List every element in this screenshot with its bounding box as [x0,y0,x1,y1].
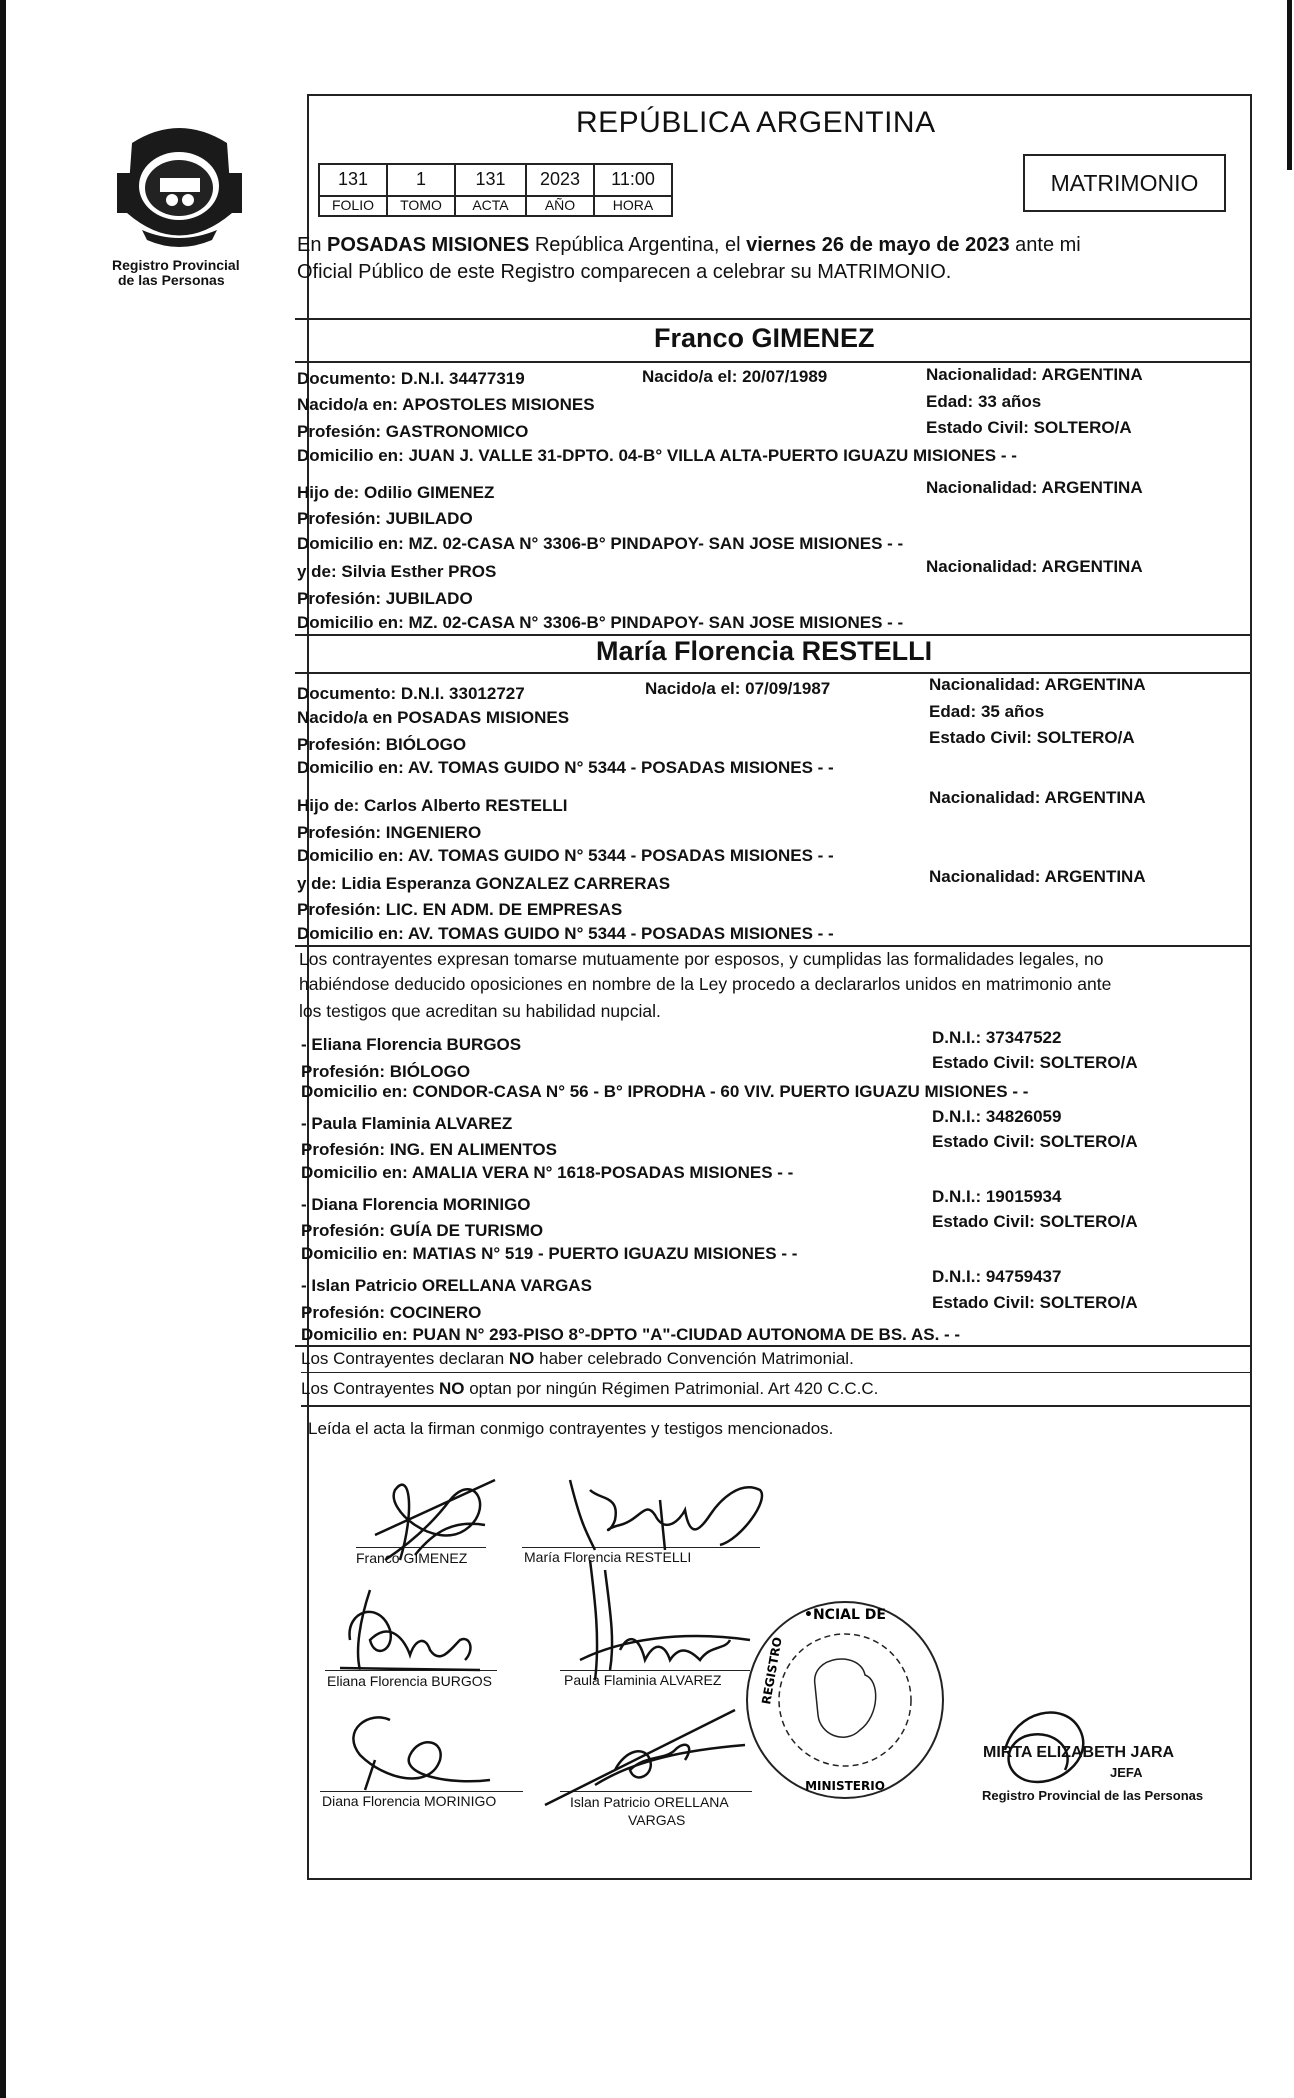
intro-place: POSADAS MISIONES [327,234,530,256]
spouse1-domicilio: Domicilio en: JUAN J. VALLE 31-DPTO. 04-B° VILLA ALTA-PUERTO IGUAZU MISIONES - - [297,446,1017,465]
witness-4-estado-civil: Estado Civil: SOLTERO/A [932,1293,1138,1312]
spouse1-mother-nacionalidad: Nacionalidad: ARGENTINA [926,557,1143,576]
witness-1-estado-civil: Estado Civil: SOLTERO/A [932,1053,1138,1072]
spouse2-mother-profesion: Profesión: LIC. EN ADM. DE EMPRESAS [297,900,623,919]
spouse2-mother-domicilio: Domicilio en: AV. TOMAS GUIDO N° 5344 - POSADAS MISIONES - - [297,924,834,943]
divider [295,361,1252,363]
divider [301,1405,1252,1407]
signature-caption-spouse1: Franco GIMENEZ [356,1550,468,1566]
hora-value: 11:00 [593,163,673,197]
witness-4-profesion: Profesión: COCINERO [301,1303,482,1322]
divider [295,1345,1252,1347]
tomo-value: 1 [386,163,456,197]
spouse1-mother-profesion: Profesión: JUBILADO [297,589,473,608]
signature-paula [560,1540,760,1690]
witness-4-name: - Islan Patricio ORELLANA VARGAS [301,1276,592,1295]
spouse2-profesion: Profesión: BIÓLOGO [297,735,467,754]
spouse1-father: Hijo de: Odilio GIMENEZ [297,483,495,502]
spouse1-nacionalidad: Nacionalidad: ARGENTINA [926,365,1143,384]
acta-label: ACTA [454,197,527,217]
signature-caption-witness3: Diana Florencia MORINIGO [322,1793,497,1809]
witness-3-profesion: Profesión: GUÍA DE TURISMO [301,1221,544,1240]
intro-date: viernes 26 de mayo de 2023 [746,234,1010,256]
official-title: JEFA [1110,1765,1143,1780]
spouse1-estado-civil: Estado Civil: SOLTERO/A [926,418,1132,437]
witness-2-domicilio: Domicilio en: AMALIA VERA N° 1618-POSADAS MISIONES - - [301,1163,794,1182]
page-title: REPÚBLICA ARGENTINA [576,106,936,139]
signature-eliana [330,1580,490,1680]
official-office: Registro Provincial de las Personas [982,1788,1204,1803]
spouse1-mother: y de: Silvia Esther PROS [297,562,497,581]
official-name: MIRTA ELIZABETH JARA [983,1744,1175,1761]
spouse2-estado-civil: Estado Civil: SOLTERO/A [929,728,1135,747]
divider [295,945,1252,947]
witness-2-estado-civil: Estado Civil: SOLTERO/A [932,1132,1138,1151]
logo-caption-line1: Registro Provincial [112,257,240,273]
declaration-line1: Los contrayentes expresan tomarse mutuamente por esposos, y cumplidas las formalidades legales, no [299,949,1104,969]
act-type-box: MATRIMONIO [1023,154,1226,212]
svg-text:REGISTRO: REGISTRO [759,1636,785,1706]
witness-1-domicilio: Domicilio en: CONDOR-CASA N° 56 - B° IPRODHA - 60 VIV. PUERTO IGUAZU MISIONES - - [301,1082,1029,1101]
spouse2-edad: Edad: 35 años [929,702,1045,721]
spouse1-father-domicilio: Domicilio en: MZ. 02-CASA N° 3306-B° PINDAPOY- SAN JOSE MISIONES - - [297,534,904,553]
witness-3-estado-civil: Estado Civil: SOLTERO/A [932,1212,1138,1231]
witness-3-dni: D.N.I.: 19015934 [932,1187,1062,1206]
spouse2-mother: y de: Lidia Esperanza GONZALEZ CARRERAS [297,874,671,893]
spouse2-father-domicilio: Domicilio en: AV. TOMAS GUIDO N° 5344 - POSADAS MISIONES - - [297,846,834,865]
signature-caption-spouse2: María Florencia RESTELLI [524,1549,692,1565]
witness-3-name: - Diana Florencia MORINIGO [301,1195,531,1214]
hora-label: HORA [593,197,673,217]
spouse1-nacido-en: Nacido/a en: APOSTOLES MISIONES [297,395,595,414]
declaration-line3: los testigos que acreditan su habilidad nupcial. [299,1001,661,1021]
spouse2-nacido-en: Nacido/a en POSADAS MISIONES [297,708,570,727]
witness-1-name: - Eliana Florencia BURGOS [301,1035,522,1054]
spouse2-father-nacionalidad: Nacionalidad: ARGENTINA [929,788,1146,807]
signature-islan [535,1690,755,1810]
spouse2-nacionalidad: Nacionalidad: ARGENTINA [929,675,1146,694]
spouse2-documento: Documento: D.N.I. 33012727 [297,684,525,703]
witness-1-profesion: Profesión: BIÓLOGO [301,1062,471,1081]
witness-4-domicilio: Domicilio en: PUAN N° 293-PISO 8°-DPTO "A"-CIUDAD AUTONOMA DE BS. AS. - - [301,1325,961,1344]
spouse1-profesion: Profesión: GASTRONOMICO [297,422,529,441]
spouse2-domicilio: Domicilio en: AV. TOMAS GUIDO N° 5344 - POSADAS MISIONES - - [297,758,834,777]
signature-caption-witness4-line2: VARGAS [628,1812,686,1828]
spouse1-mother-domicilio: Domicilio en: MZ. 02-CASA N° 3306-B° PINDAPOY- SAN JOSE MISIONES - - [297,613,904,632]
acta-value: 131 [454,163,527,197]
spouse2-nacido-el: Nacido/a el: 07/09/1987 [645,679,831,698]
logo-caption-line2: de las Personas [118,272,225,288]
witness-3-domicilio: Domicilio en: MATIAS N° 519 - PUERTO IGUAZU MISIONES - - [301,1244,798,1263]
anio-value: 2023 [525,163,595,197]
signature-diana [330,1700,520,1800]
intro-line2: Oficial Público de este Registro comparecen a celebrar su MATRIMONIO. [297,261,952,283]
official-seal-icon [740,1595,950,1805]
witness-4-dni: D.N.I.: 94759437 [932,1267,1062,1286]
divider [301,1372,1252,1373]
witness-2-dni: D.N.I.: 34826059 [932,1107,1062,1126]
svg-text:MINISTERIO: MINISTERIO [805,1779,885,1793]
signature-caption-witness2: Paula Flaminia ALVAREZ [564,1672,722,1688]
scan-edge-left [0,0,6,2098]
registry-logo [112,118,247,258]
spouse1-name: Franco GIMENEZ [654,323,875,353]
witness-1-dni: D.N.I.: 37347522 [932,1028,1062,1047]
svg-text:•NCIAL DE: •NCIAL DE [804,1607,886,1623]
divider [295,318,1252,320]
tomo-label: TOMO [386,197,456,217]
spouse1-documento: Documento: D.N.I. 34477319 [297,369,525,388]
spouse1-father-profesion: Profesión: JUBILADO [297,509,473,528]
declaration-line2: habiéndose deducido oposiciones en nombre de la Ley procedo a declararlos unidos en matrimonio ante [299,974,1112,994]
regime-note: Los Contrayentes NO optan por ningún Régimen Patrimonial. Art 420 C.C.C. [301,1379,879,1398]
signature-franco [355,1440,525,1570]
scan-edge-right [1287,0,1292,170]
signature-caption-witness4: Islan Patricio ORELLANA [570,1794,729,1810]
folio-label: FOLIO [318,197,388,217]
witness-2-profesion: Profesión: ING. EN ALIMENTOS [301,1140,557,1159]
anio-label: AÑO [525,197,595,217]
signature-intro: Leída el acta la firman conmigo contrayentes y testigos mencionados. [308,1419,834,1438]
spouse1-father-nacionalidad: Nacionalidad: ARGENTINA [926,478,1143,497]
convention-note: Los Contrayentes declaran NO haber celebrado Convención Matrimonial. [301,1349,854,1368]
intro-line1: En POSADAS MISIONES República Argentina, el viernes 26 de mayo de 2023 ante mi [297,234,1081,256]
province-emblem-icon [112,118,247,258]
spouse2-mother-nacionalidad: Nacionalidad: ARGENTINA [929,867,1146,886]
folio-value: 131 [318,163,388,197]
spouse1-edad: Edad: 33 años [926,392,1042,411]
spouse2-father-profesion: Profesión: INGENIERO [297,823,482,842]
witness-2-name: - Paula Flaminia ALVAREZ [301,1114,513,1133]
signature-caption-witness1: Eliana Florencia BURGOS [327,1673,492,1689]
spouse1-nacido-el: Nacido/a el: 20/07/1989 [642,367,828,386]
spouse2-name: María Florencia RESTELLI [596,636,933,666]
spouse2-father: Hijo de: Carlos Alberto RESTELLI [297,796,568,815]
